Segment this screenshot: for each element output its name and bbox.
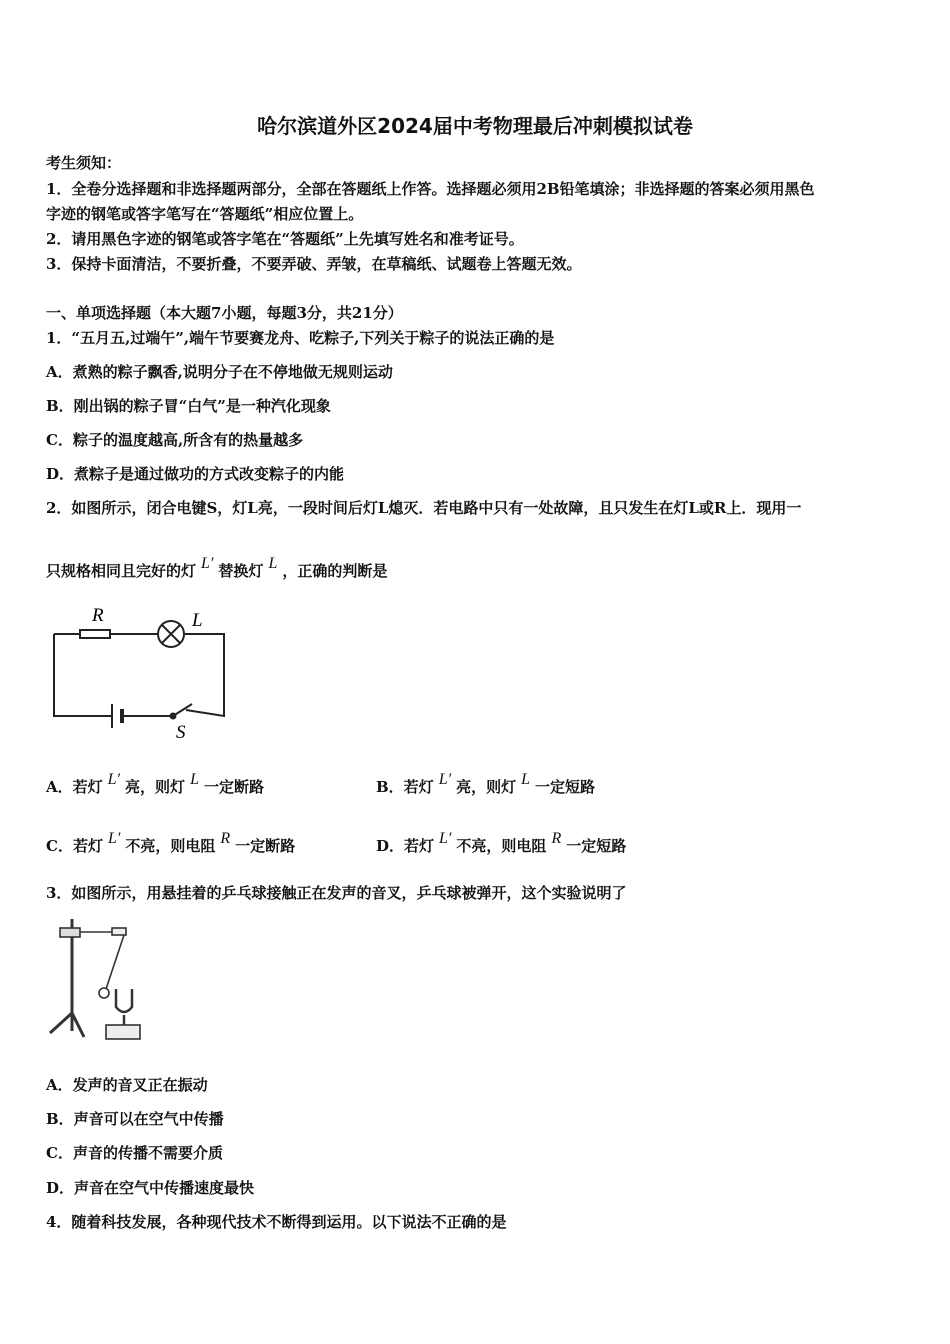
resonance-box (106, 1025, 140, 1039)
q2-option-a (46, 771, 264, 797)
symbol-l-prime: L′ (107, 771, 121, 788)
symbol-l-prime: L′ (107, 830, 121, 847)
q3-option-c: C．声音的传播不需要介质 (46, 1144, 223, 1162)
notice-item: 字迹的钢笔或答字笔写在“答题纸”相应位置上。 (46, 205, 364, 223)
option-text: 不亮，则电阻 (456, 837, 547, 855)
q2-stem-text: ，正确的判断是 (282, 562, 388, 580)
symbol-l-prime: L′ (201, 555, 214, 572)
notice-item: 1．全卷分选择题和非选择题两部分，全部在答题纸上作答。选择题必须用2B铅笔填涂；非选择题的答案必须用黑色 (46, 180, 815, 198)
stand-base (50, 1013, 84, 1037)
lamp-cross (162, 625, 180, 643)
circuit-wire (184, 634, 224, 716)
label-l: L (192, 610, 203, 631)
option-text: 一定断路 (203, 778, 264, 796)
question-2-stem: 2．如图所示，闭合电键S，灯L亮，一段时间后灯L熄灭．若电路中只有一处故障，且只发生在灯L或R上．现用一 (46, 499, 802, 517)
option-text: B．若灯 (376, 778, 434, 796)
circuit-diagram (46, 600, 246, 745)
ping-pong-ball (99, 988, 109, 998)
q1-option-c: C．粽子的温度越高,所含有的热量越多 (46, 431, 304, 449)
symbol-r: R (551, 830, 562, 847)
q1-option-d: D．煮粽子是通过做功的方式改变粽子的内能 (46, 465, 345, 483)
question-3-stem: 3．如图所示，用悬挂着的乒乓球接触正在发声的音叉，乒乓球被弹开，这个实验说明了 (46, 884, 627, 902)
notice-heading: 考生须知： (46, 154, 122, 172)
symbol-l: L (521, 771, 531, 788)
q1-option-b: B．刚出锅的粽子冒“白气”是一种汽化现象 (46, 397, 331, 415)
symbol-l-prime: L′ (439, 830, 452, 847)
option-text: 亮，则灯 (125, 778, 186, 796)
q2-option-d (376, 830, 627, 856)
option-text: 不亮，则电阻 (125, 837, 216, 855)
resistor-symbol (80, 630, 110, 638)
option-text: 一定短路 (535, 778, 596, 796)
option-text: D．若灯 (376, 837, 435, 855)
label-s: S (176, 722, 186, 743)
question-2-stem-cont (46, 555, 388, 581)
option-text: 一定断路 (235, 837, 296, 855)
option-text: C．若灯 (46, 837, 103, 855)
question-4-stem: 4．随着科技发展，各种现代技术不断得到运用。以下说法不正确的是 (46, 1213, 507, 1231)
suspension-string (106, 935, 124, 989)
circuit-wire (54, 634, 112, 716)
q2-stem-text: 替换灯 (218, 562, 264, 580)
tuning-fork-diagram (44, 915, 144, 1047)
option-text: 亮，则灯 (456, 778, 517, 796)
q1-option-a: A．煮熟的粽子飘香,说明分子在不停地做无规则运动 (46, 363, 393, 381)
label-r: R (92, 605, 104, 626)
arm-end (112, 928, 126, 935)
symbol-l-prime: L′ (438, 771, 452, 788)
tuning-fork (116, 989, 132, 1025)
symbol-r: R (220, 830, 231, 847)
q3-option-d: D．声音在空气中传播速度最快 (46, 1179, 255, 1197)
q2-stem-text: 只规格相同且完好的灯 (46, 562, 197, 580)
option-text: A．若灯 (46, 778, 103, 796)
q2-option-c (46, 830, 296, 856)
q3-option-a: A．发声的音叉正在振动 (46, 1076, 208, 1094)
page-title: 哈尔滨道外区2024届中考物理最后冲刺模拟试卷 (257, 114, 693, 138)
question-1-stem: 1．“五月五,过端午”,端午节要赛龙舟、吃粽子,下列关于粽子的说法正确的是 (46, 329, 555, 347)
option-text: 一定短路 (566, 837, 627, 855)
q2-option-b (376, 771, 596, 797)
notice-item: 2．请用黑色字迹的钢笔或答字笔在“答题纸”上先填写姓名和准考证号。 (46, 230, 524, 248)
q3-option-b: B．声音可以在空气中传播 (46, 1110, 224, 1128)
symbol-l: L (268, 555, 278, 572)
stand-clamp (60, 928, 80, 937)
symbol-l: L (190, 771, 199, 788)
notice-item: 3．保持卡面清洁，不要折叠，不要弄破、弄皱，在草稿纸、试题卷上答题无效。 (46, 255, 582, 273)
section-heading: 一、单项选择题（本大题7小题，每题3分，共21分） (46, 304, 403, 322)
